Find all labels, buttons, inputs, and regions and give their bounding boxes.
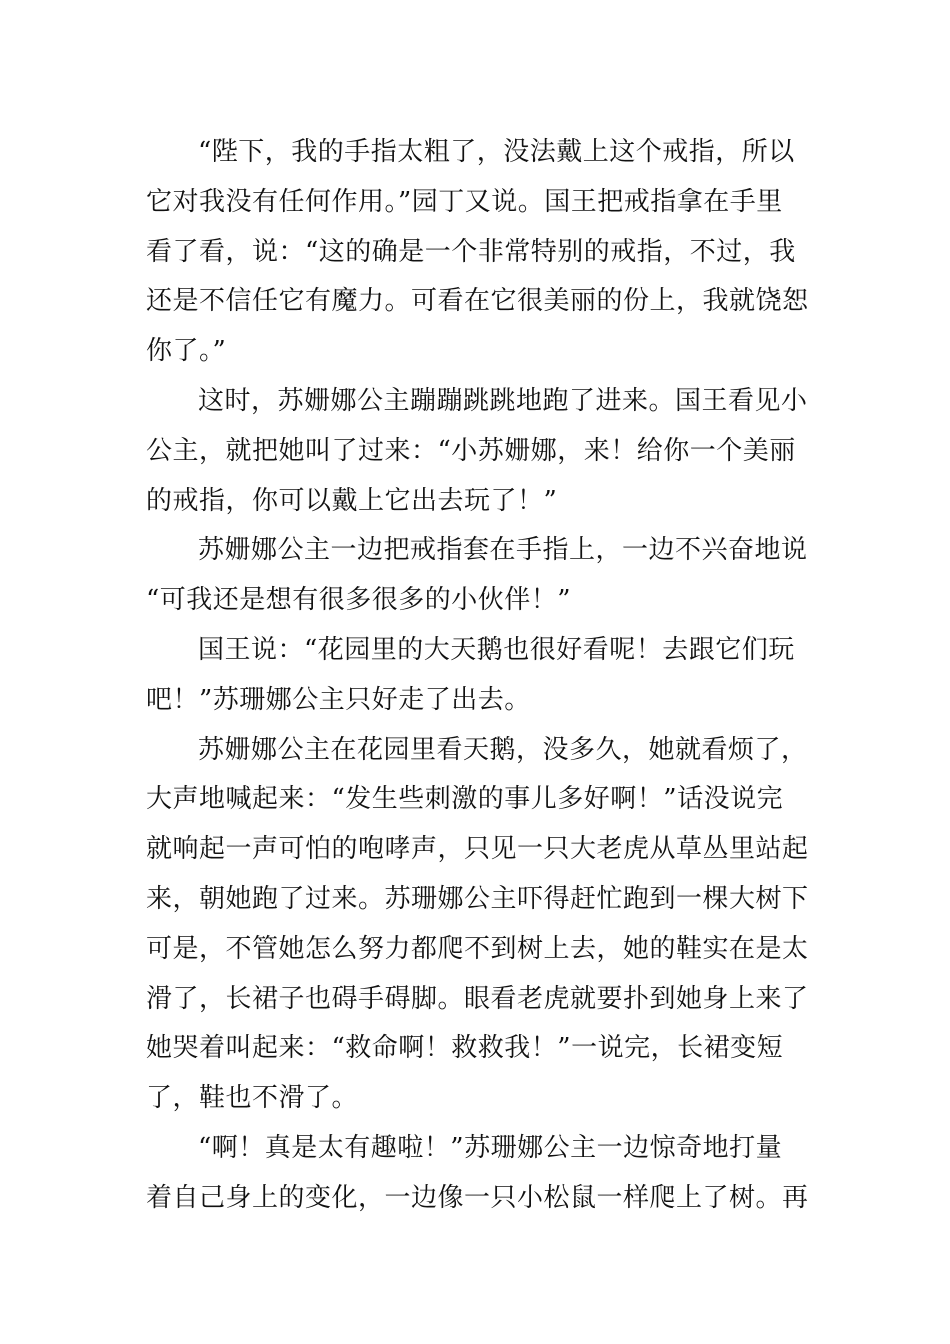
text-line: 看了看，说：“这的确是一个非常特别的戒指，不过，我 [146, 236, 796, 267]
text-line: 你了。” [146, 336, 227, 367]
text-line: 着自己身上的变化，一边像一只小松鼠一样爬上了树。再 [146, 1182, 809, 1213]
text-line: “可我还是想有很多很多的小伙伴！” [146, 585, 572, 616]
paragraph-4 [146, 626, 812, 726]
text-line: 来，朝她跑了过来。苏珊娜公主吓得赶忙跑到一棵大树下 [146, 883, 809, 914]
text-line: 它对我没有任何作用。”园丁又说。国王把戒指拿在手里 [146, 186, 783, 217]
text-line: 苏姗娜公主一边把戒指套在手指上，一边不兴奋地说 [198, 535, 808, 566]
text-line: 可是，不管她怎么努力都爬不到树上去，她的鞋实在是太 [146, 933, 809, 964]
text-line: 吧！”苏珊娜公主只好走了出去。 [146, 684, 531, 715]
story-text [146, 128, 812, 1224]
text-line: 国王说：“花园里的大天鹅也很好看呢！去跟它们玩 [198, 634, 795, 665]
text-line: 她哭着叫起来：“救命啊！救救我！”一说完，长裙变短 [146, 1033, 784, 1064]
text-line: “啊！真是太有趣啦！”苏珊娜公主一边惊奇地打量 [198, 1132, 783, 1163]
text-line: 了，鞋也不滑了。 [146, 1083, 359, 1114]
paragraph-3 [146, 526, 812, 626]
text-line: “陛下，我的手指太粗了，没法戴上这个戒指，所以 [198, 137, 795, 167]
text-line: 公主，就把她叫了过来：“小苏姗娜，来！给你一个美丽 [146, 435, 796, 466]
text-line: 还是不信任它有魔力。可看在它很美丽的份上，我就饶恕 [146, 286, 809, 317]
paragraph-1 [146, 128, 812, 377]
paragraph-6 [146, 1124, 812, 1224]
text-line: 这时，苏姗娜公主蹦蹦跳跳地跑了进来。国王看见小 [198, 385, 808, 416]
text-line: 滑了，长裙子也碍手碍脚。眼看老虎就要扑到她身上来了 [146, 983, 809, 1014]
paragraph-5 [146, 726, 812, 1124]
text-line: 就响起一声可怕的咆哮声，只见一只大老虎从草丛里站起 [146, 834, 809, 865]
text-line: 的戒指，你可以戴上它出去玩了！” [146, 485, 558, 516]
text-line: 苏姗娜公主在花园里看天鹅，没多久，她就看烦了， [198, 734, 808, 765]
paragraph-2 [146, 377, 812, 526]
text-line: 大声地喊起来：“发生些刺激的事儿多好啊！”话没说完 [146, 784, 784, 815]
